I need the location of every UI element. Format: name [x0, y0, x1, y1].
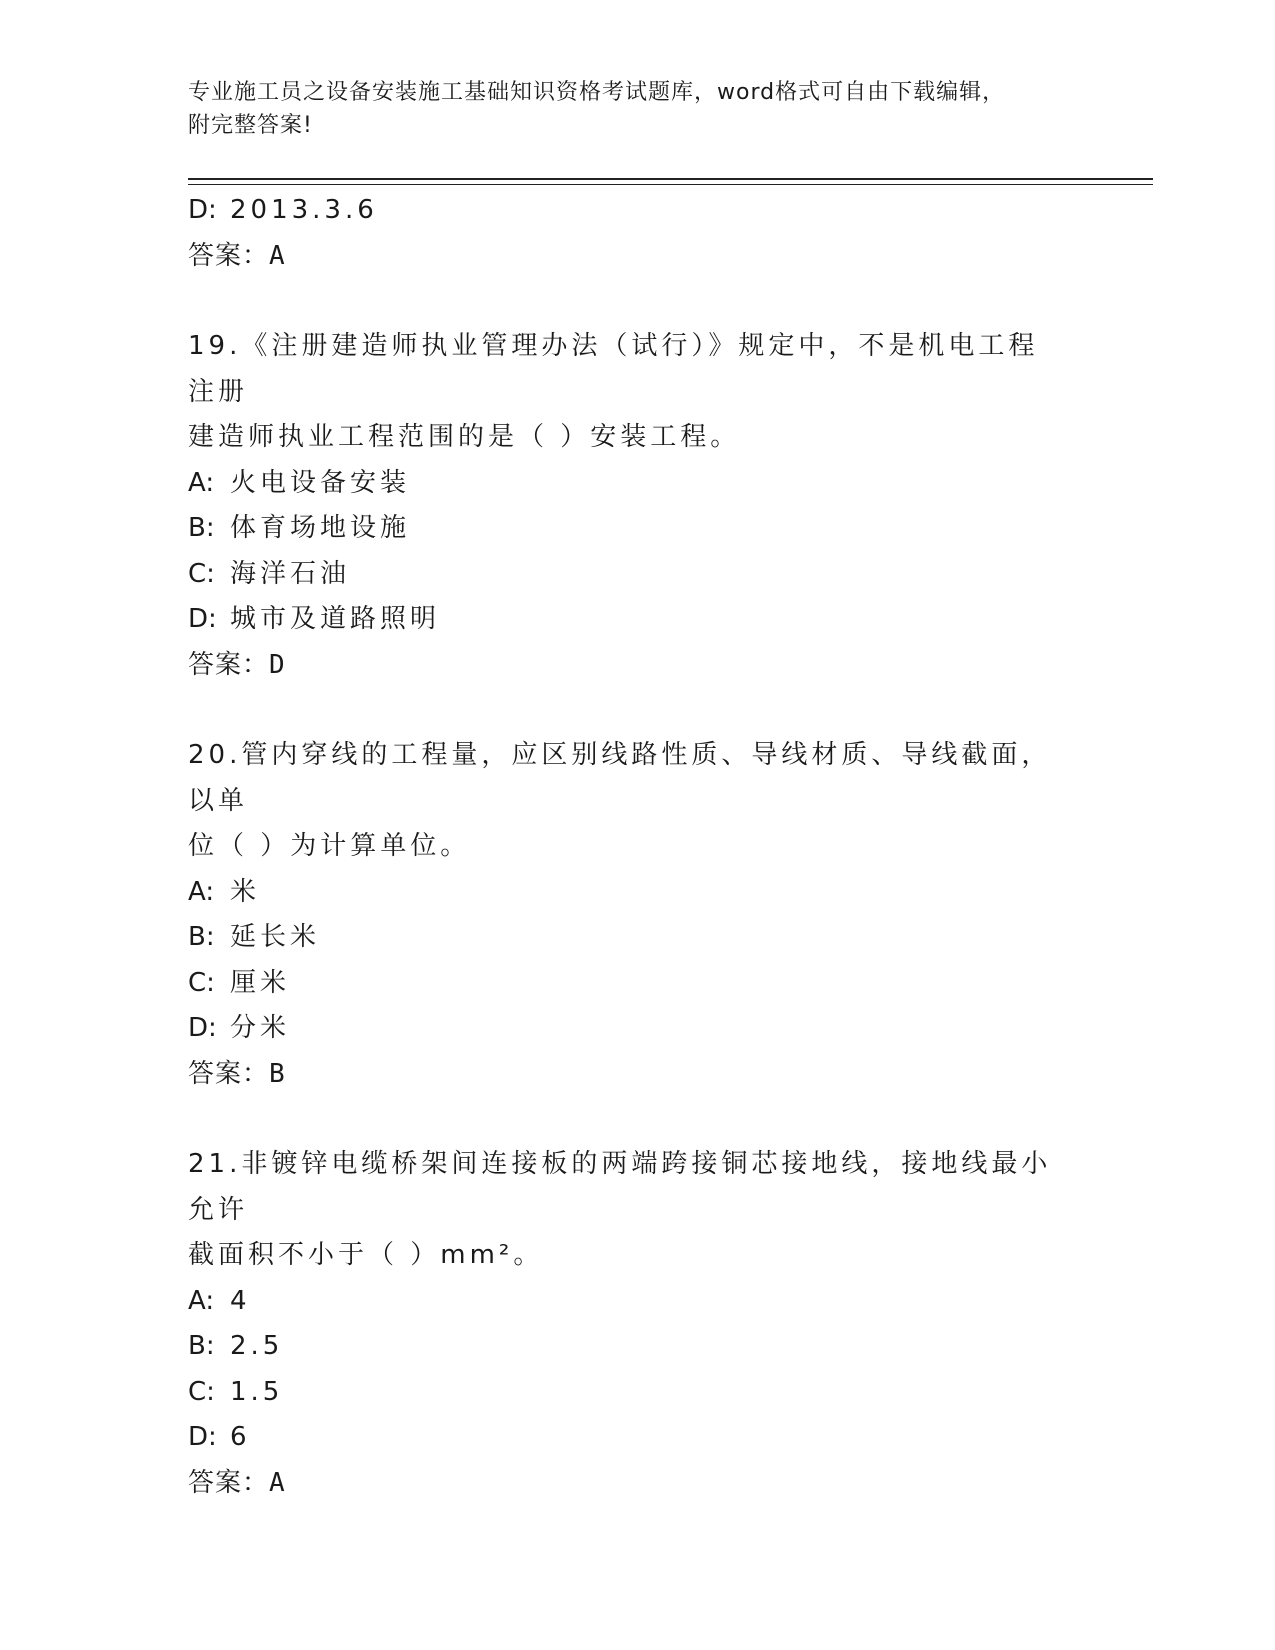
option-label: C:	[188, 967, 215, 998]
question-stem	[188, 733, 1068, 870]
option-label: D:	[188, 1422, 217, 1452]
option-a	[188, 870, 1088, 916]
option-label: D:	[188, 195, 217, 225]
question-19	[188, 324, 1088, 688]
answer-label: 答案：	[188, 649, 270, 680]
answer-value: A	[269, 240, 286, 271]
option-c	[188, 961, 1088, 1007]
option-c	[188, 1370, 1088, 1416]
option-a	[188, 1279, 1088, 1325]
question-stem	[188, 1142, 1068, 1279]
option-c	[188, 552, 1088, 598]
option-label: B:	[188, 513, 215, 543]
option-text: 体育场地设施	[230, 513, 411, 543]
question-list	[188, 188, 1088, 1506]
option-text: 米	[230, 876, 261, 907]
question-stem-line-1: 20.管内穿线的工程量，应区别线路性质、导线材质、导线截面，以单	[188, 740, 1052, 816]
answer-line	[188, 1052, 1088, 1098]
option-d	[188, 597, 1088, 643]
question-stem-line-1: 19.《注册建造师执业管理办法（试行）》规定中，不是机电工程注册	[188, 331, 1039, 407]
previous-question-tail	[188, 188, 1088, 279]
answer-value: B	[269, 1058, 286, 1089]
option-text: 分米	[230, 1013, 291, 1043]
page-header	[188, 76, 1088, 142]
option-text: 火电设备安装	[230, 467, 411, 498]
option-label: C:	[188, 1376, 215, 1407]
option-b	[188, 506, 1088, 552]
question-stem-line-2: 截面积不小于（ ）mm²。	[188, 1240, 544, 1270]
option-d	[188, 188, 1088, 234]
option-b	[188, 1324, 1088, 1370]
option-d	[188, 1006, 1088, 1052]
question-stem	[188, 324, 1068, 461]
option-label: A:	[188, 1285, 215, 1316]
option-b	[188, 915, 1088, 961]
option-text: 1.5	[230, 1376, 284, 1407]
header-line-2: 附完整答案!	[188, 113, 313, 138]
question-21	[188, 1142, 1088, 1506]
option-label: A:	[188, 876, 215, 907]
header-line-1: 专业施工员之设备安装施工基础知识资格考试题库，word格式可自由下载编辑，	[188, 80, 1006, 105]
header-divider-thick	[188, 178, 1153, 180]
header-divider-thin	[188, 184, 1153, 185]
option-label: B:	[188, 922, 215, 952]
answer-label: 答案：	[188, 240, 270, 271]
answer-line	[188, 234, 1088, 280]
option-a	[188, 461, 1088, 507]
option-text: 城市及道路照明	[230, 604, 441, 634]
answer-line	[188, 643, 1088, 689]
answer-label: 答案：	[188, 1467, 270, 1498]
option-d	[188, 1415, 1088, 1461]
option-label: D:	[188, 1013, 217, 1043]
option-text: 2013.3.6	[230, 195, 378, 225]
option-label: D:	[188, 604, 217, 634]
question-20	[188, 733, 1088, 1097]
answer-value: A	[269, 1467, 286, 1498]
answer-label: 答案：	[188, 1058, 270, 1089]
option-label: B:	[188, 1331, 215, 1361]
option-text: 厘米	[230, 967, 291, 998]
answer-value: D	[269, 649, 286, 680]
option-label: C:	[188, 558, 215, 589]
option-text: 2.5	[230, 1331, 284, 1361]
option-text: 6	[230, 1422, 251, 1452]
question-stem-line-1: 21.非镀锌电缆桥架间连接板的两端跨接铜芯接地线，接地线最小允许	[188, 1149, 1052, 1225]
option-text: 海洋石油	[230, 558, 351, 589]
option-label: A:	[188, 467, 215, 498]
option-text: 4	[230, 1285, 251, 1316]
question-stem-line-2: 建造师执业工程范围的是（ ）安装工程。	[188, 422, 741, 452]
option-text: 延长米	[230, 922, 321, 952]
question-stem-line-2: 位（ ）为计算单位。	[188, 831, 471, 861]
answer-line	[188, 1461, 1088, 1507]
